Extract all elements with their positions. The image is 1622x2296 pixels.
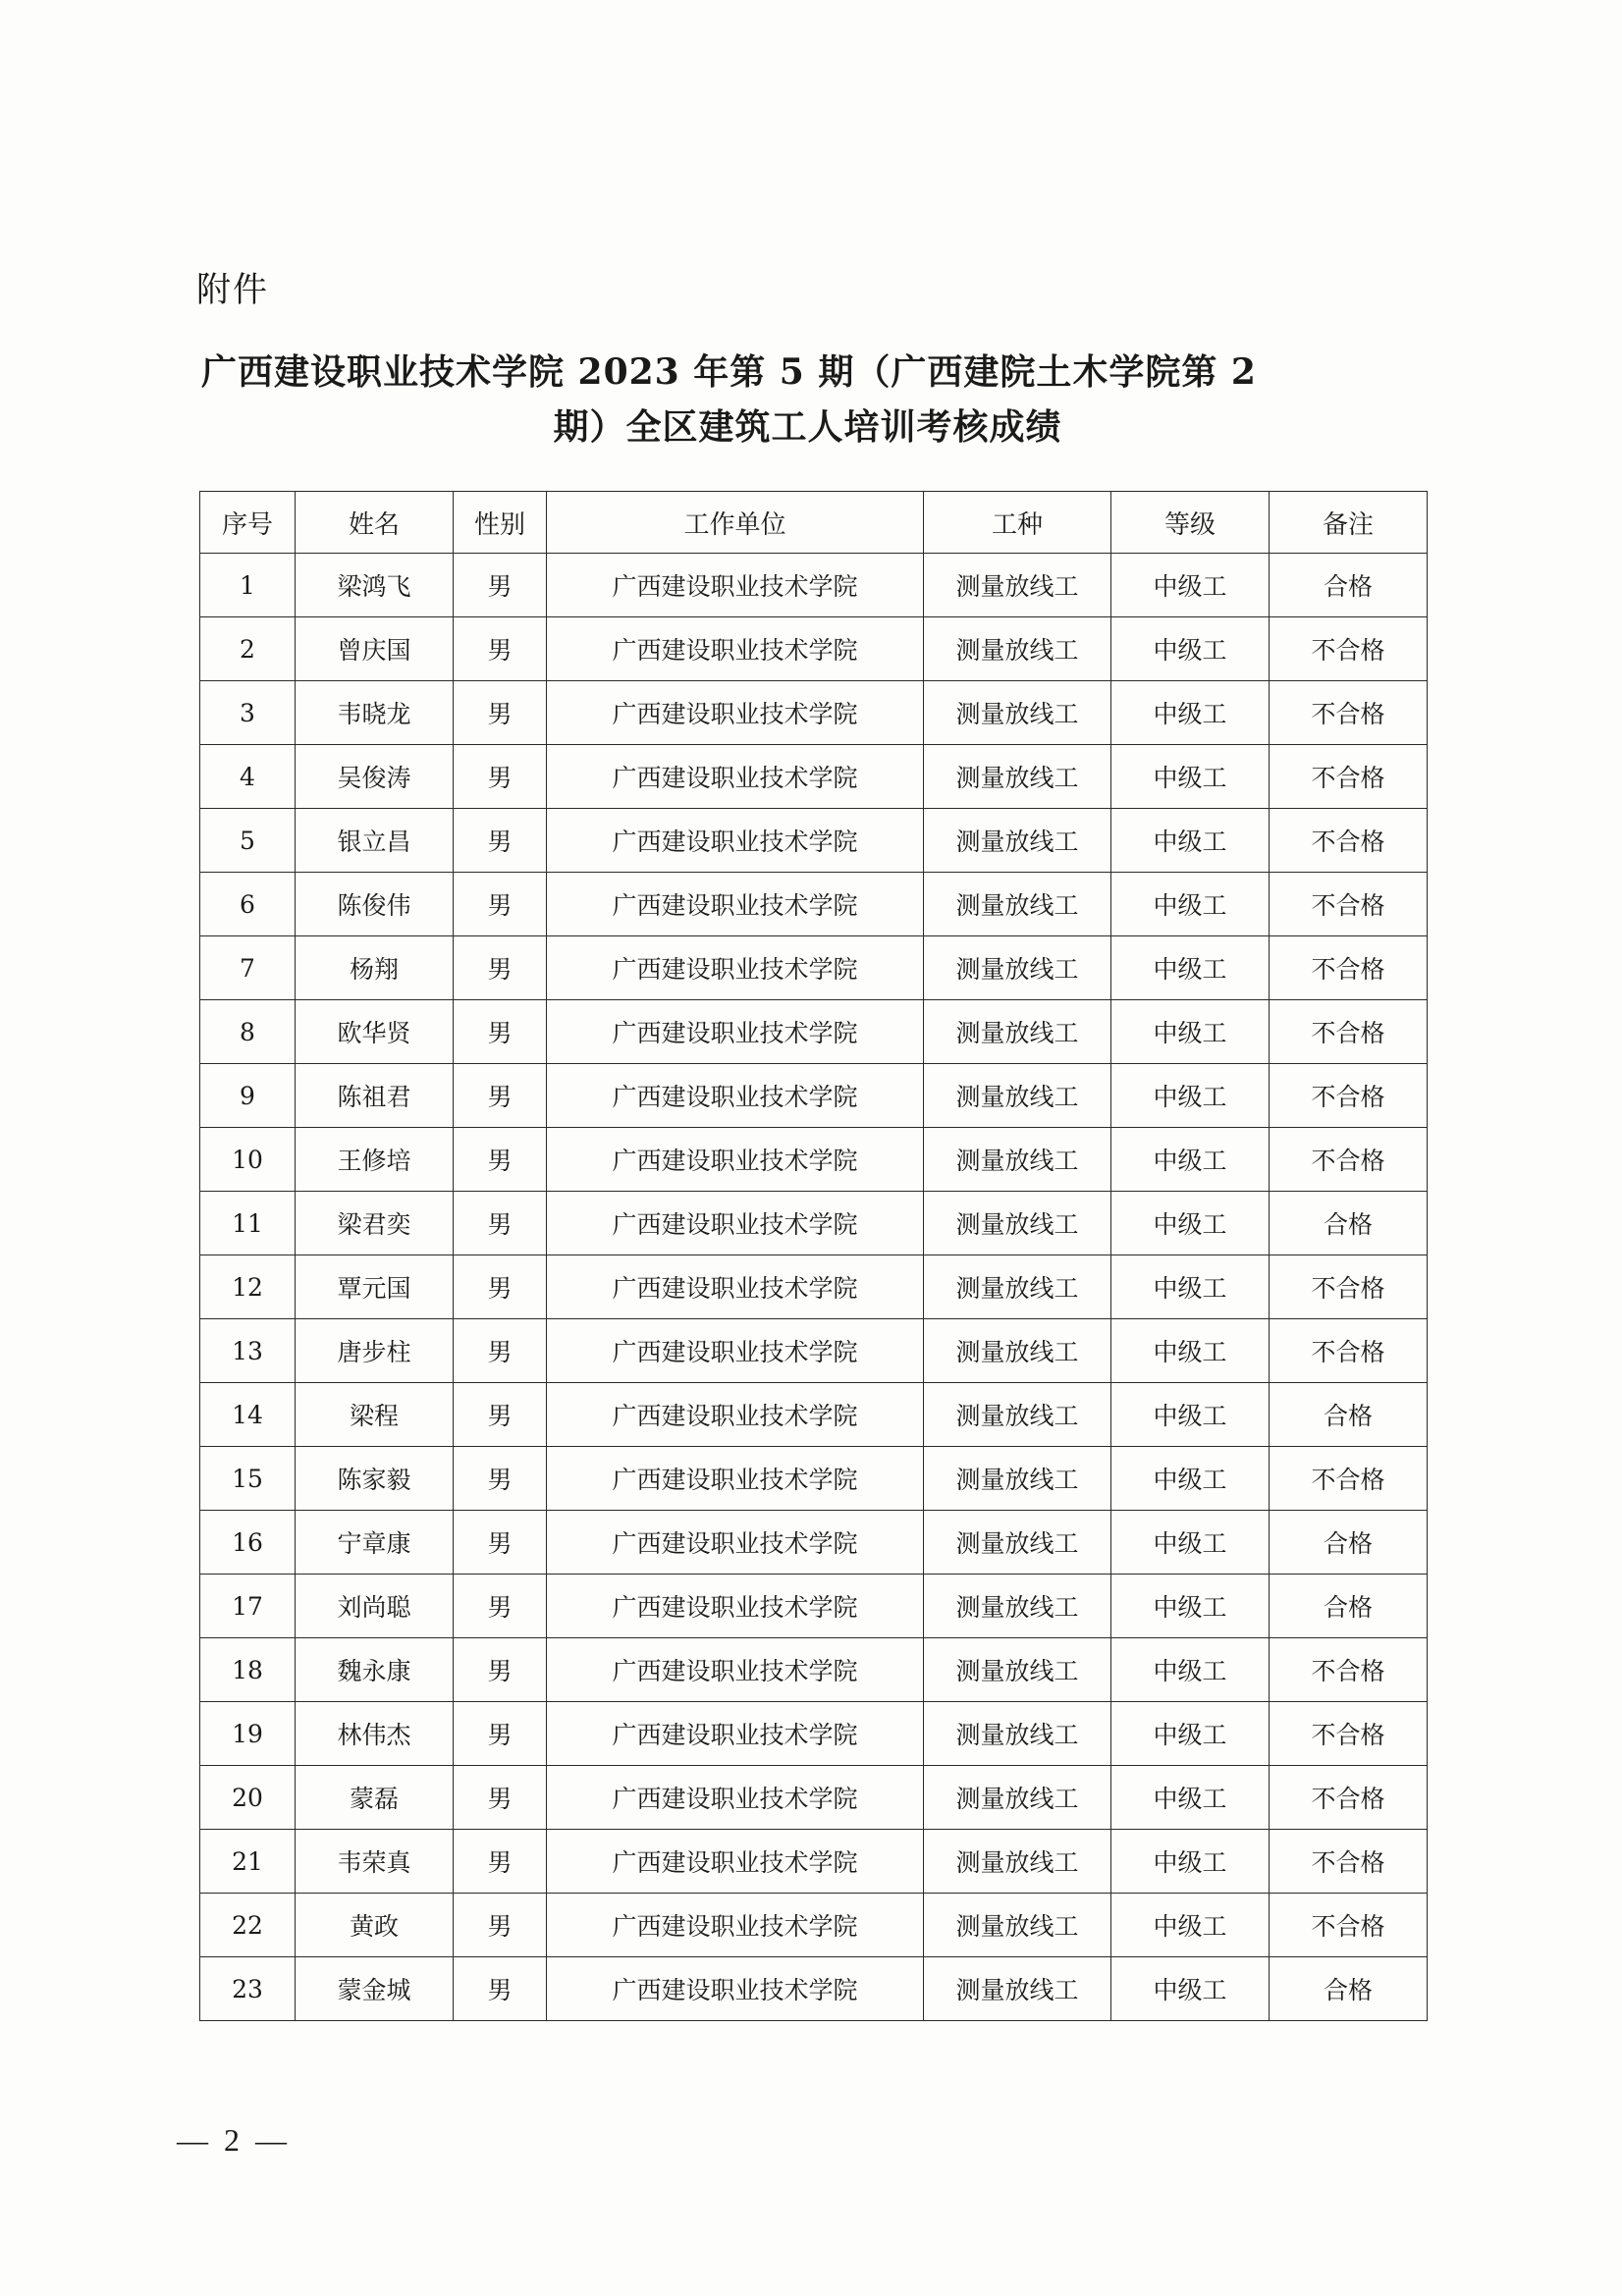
cell-gender: 男 [454, 1957, 547, 2021]
cell-remark: 不合格 [1270, 1000, 1428, 1064]
cell-index: 7 [200, 936, 296, 1000]
cell-job-type: 测量放线工 [924, 936, 1111, 1000]
cell-remark: 不合格 [1270, 1638, 1428, 1702]
cell-name: 唐步柱 [296, 1319, 454, 1383]
cell-job-type: 测量放线工 [924, 554, 1111, 617]
page-number: — 2 — [177, 2122, 291, 2158]
cell-work-unit: 广西建设职业技术学院 [547, 809, 924, 873]
cell-work-unit: 广西建设职业技术学院 [547, 1319, 924, 1383]
cell-name: 魏永康 [296, 1638, 454, 1702]
cell-job-type: 测量放线工 [924, 1383, 1111, 1447]
cell-gender: 男 [454, 1447, 547, 1511]
cell-name: 银立昌 [296, 809, 454, 873]
cell-remark: 不合格 [1270, 681, 1428, 745]
cell-remark: 不合格 [1270, 1830, 1428, 1894]
cell-remark: 不合格 [1270, 1447, 1428, 1511]
table-row [200, 936, 1428, 1000]
cell-remark: 不合格 [1270, 873, 1428, 936]
cell-name: 覃元国 [296, 1255, 454, 1319]
cell-level: 中级工 [1111, 1000, 1270, 1064]
table-row [200, 745, 1428, 809]
cell-remark: 不合格 [1270, 1319, 1428, 1383]
cell-gender: 男 [454, 1830, 547, 1894]
cell-gender: 男 [454, 1000, 547, 1064]
cell-name: 宁章康 [296, 1511, 454, 1575]
cell-level: 中级工 [1111, 1894, 1270, 1957]
column-header-name: 姓名 [296, 492, 454, 554]
cell-job-type: 测量放线工 [924, 1128, 1111, 1192]
cell-name: 吴俊涛 [296, 745, 454, 809]
page-title-line-1: 广西建设职业技术学院 2023 年第 5 期（广西建院土木学院第 2 [201, 351, 1257, 393]
cell-index: 22 [200, 1894, 296, 1957]
cell-index: 21 [200, 1830, 296, 1894]
cell-name: 王修培 [296, 1128, 454, 1192]
cell-index: 8 [200, 1000, 296, 1064]
cell-index: 4 [200, 745, 296, 809]
cell-gender: 男 [454, 1383, 547, 1447]
cell-level: 中级工 [1111, 554, 1270, 617]
cell-level: 中级工 [1111, 1702, 1270, 1766]
cell-name: 蒙金城 [296, 1957, 454, 2021]
cell-work-unit: 广西建设职业技术学院 [547, 1255, 924, 1319]
cell-job-type: 测量放线工 [924, 1957, 1111, 2021]
cell-level: 中级工 [1111, 617, 1270, 681]
cell-gender: 男 [454, 1575, 547, 1638]
page-title [201, 346, 1414, 455]
cell-gender: 男 [454, 1064, 547, 1128]
cell-index: 12 [200, 1255, 296, 1319]
cell-work-unit: 广西建设职业技术学院 [547, 1128, 924, 1192]
cell-name: 韦晓龙 [296, 681, 454, 745]
cell-gender: 男 [454, 745, 547, 809]
cell-remark: 不合格 [1270, 745, 1428, 809]
cell-level: 中级工 [1111, 745, 1270, 809]
table-row [200, 1383, 1428, 1447]
cell-job-type: 测量放线工 [924, 1702, 1111, 1766]
table-row [200, 1128, 1428, 1192]
cell-work-unit: 广西建设职业技术学院 [547, 1638, 924, 1702]
cell-level: 中级工 [1111, 1830, 1270, 1894]
cell-name: 黄政 [296, 1894, 454, 1957]
cell-index: 18 [200, 1638, 296, 1702]
table-header [200, 492, 1428, 554]
cell-job-type: 测量放线工 [924, 1064, 1111, 1128]
cell-work-unit: 广西建设职业技术学院 [547, 1894, 924, 1957]
cell-gender: 男 [454, 1766, 547, 1830]
cell-remark: 不合格 [1270, 1064, 1428, 1128]
cell-name: 韦荣真 [296, 1830, 454, 1894]
cell-index: 17 [200, 1575, 296, 1638]
cell-job-type: 测量放线工 [924, 1319, 1111, 1383]
cell-remark: 合格 [1270, 554, 1428, 617]
table-row [200, 681, 1428, 745]
cell-gender: 男 [454, 1128, 547, 1192]
cell-index: 6 [200, 873, 296, 936]
cell-gender: 男 [454, 1192, 547, 1255]
table-row [200, 1830, 1428, 1894]
table-row [200, 1957, 1428, 2021]
cell-level: 中级工 [1111, 1064, 1270, 1128]
cell-work-unit: 广西建设职业技术学院 [547, 745, 924, 809]
table-row [200, 873, 1428, 936]
cell-work-unit: 广西建设职业技术学院 [547, 1192, 924, 1255]
cell-gender: 男 [454, 809, 547, 873]
table-row [200, 1319, 1428, 1383]
cell-level: 中级工 [1111, 1575, 1270, 1638]
page-title-line-2: 期）全区建筑工人培训考核成绩 [553, 405, 1062, 448]
table-row [200, 1511, 1428, 1575]
cell-remark: 不合格 [1270, 1766, 1428, 1830]
cell-index: 19 [200, 1702, 296, 1766]
cell-index: 16 [200, 1511, 296, 1575]
table-row [200, 1447, 1428, 1511]
cell-name: 曾庆国 [296, 617, 454, 681]
cell-work-unit: 广西建设职业技术学院 [547, 554, 924, 617]
cell-work-unit: 广西建设职业技术学院 [547, 1000, 924, 1064]
cell-job-type: 测量放线工 [924, 1766, 1111, 1830]
cell-level: 中级工 [1111, 1447, 1270, 1511]
cell-gender: 男 [454, 936, 547, 1000]
cell-work-unit: 广西建设职业技术学院 [547, 1447, 924, 1511]
cell-gender: 男 [454, 554, 547, 617]
cell-index: 11 [200, 1192, 296, 1255]
cell-job-type: 测量放线工 [924, 1511, 1111, 1575]
cell-work-unit: 广西建设职业技术学院 [547, 1511, 924, 1575]
cell-gender: 男 [454, 1255, 547, 1319]
cell-work-unit: 广西建设职业技术学院 [547, 1575, 924, 1638]
cell-work-unit: 广西建设职业技术学院 [547, 1957, 924, 2021]
cell-index: 2 [200, 617, 296, 681]
cell-index: 13 [200, 1319, 296, 1383]
cell-work-unit: 广西建设职业技术学院 [547, 873, 924, 936]
table-row [200, 809, 1428, 873]
cell-gender: 男 [454, 1319, 547, 1383]
cell-level: 中级工 [1111, 1511, 1270, 1575]
cell-remark: 不合格 [1270, 1894, 1428, 1957]
table-row [200, 1575, 1428, 1638]
cell-work-unit: 广西建设职业技术学院 [547, 681, 924, 745]
cell-level: 中级工 [1111, 1638, 1270, 1702]
cell-remark: 不合格 [1270, 617, 1428, 681]
cell-remark: 不合格 [1270, 809, 1428, 873]
cell-remark: 合格 [1270, 1192, 1428, 1255]
cell-work-unit: 广西建设职业技术学院 [547, 1702, 924, 1766]
cell-name: 梁程 [296, 1383, 454, 1447]
cell-level: 中级工 [1111, 809, 1270, 873]
cell-index: 14 [200, 1383, 296, 1447]
column-header-level: 等级 [1111, 492, 1270, 554]
cell-name: 梁君奕 [296, 1192, 454, 1255]
grades-table [199, 491, 1428, 2021]
cell-name: 蒙磊 [296, 1766, 454, 1830]
cell-work-unit: 广西建设职业技术学院 [547, 617, 924, 681]
table-row [200, 1702, 1428, 1766]
cell-job-type: 测量放线工 [924, 1638, 1111, 1702]
cell-index: 1 [200, 554, 296, 617]
cell-index: 3 [200, 681, 296, 745]
table-row [200, 1766, 1428, 1830]
table-row [200, 1000, 1428, 1064]
cell-work-unit: 广西建设职业技术学院 [547, 1830, 924, 1894]
column-header-remark: 备注 [1270, 492, 1428, 554]
cell-remark: 不合格 [1270, 1702, 1428, 1766]
cell-level: 中级工 [1111, 873, 1270, 936]
cell-name: 梁鸿飞 [296, 554, 454, 617]
cell-name: 陈家毅 [296, 1447, 454, 1511]
cell-job-type: 测量放线工 [924, 1894, 1111, 1957]
cell-job-type: 测量放线工 [924, 1575, 1111, 1638]
cell-level: 中级工 [1111, 1957, 1270, 2021]
cell-name: 杨翔 [296, 936, 454, 1000]
cell-job-type: 测量放线工 [924, 617, 1111, 681]
cell-level: 中级工 [1111, 1319, 1270, 1383]
cell-gender: 男 [454, 1894, 547, 1957]
cell-index: 10 [200, 1128, 296, 1192]
table-row [200, 1894, 1428, 1957]
cell-name: 林伟杰 [296, 1702, 454, 1766]
cell-remark: 合格 [1270, 1575, 1428, 1638]
cell-gender: 男 [454, 1638, 547, 1702]
cell-remark: 不合格 [1270, 1128, 1428, 1192]
column-header-work-unit: 工作单位 [547, 492, 924, 554]
cell-remark: 不合格 [1270, 1255, 1428, 1319]
table-row [200, 1192, 1428, 1255]
table-row [200, 1638, 1428, 1702]
cell-job-type: 测量放线工 [924, 1000, 1111, 1064]
cell-remark: 合格 [1270, 1511, 1428, 1575]
cell-job-type: 测量放线工 [924, 745, 1111, 809]
cell-level: 中级工 [1111, 1192, 1270, 1255]
cell-level: 中级工 [1111, 1383, 1270, 1447]
table-row [200, 1255, 1428, 1319]
cell-remark: 不合格 [1270, 936, 1428, 1000]
cell-index: 23 [200, 1957, 296, 2021]
cell-remark: 合格 [1270, 1383, 1428, 1447]
cell-level: 中级工 [1111, 1766, 1270, 1830]
cell-name: 陈祖君 [296, 1064, 454, 1128]
table-header-row [200, 492, 1428, 554]
column-header-gender: 性别 [454, 492, 547, 554]
cell-index: 15 [200, 1447, 296, 1511]
cell-job-type: 测量放线工 [924, 681, 1111, 745]
cell-name: 刘尚聪 [296, 1575, 454, 1638]
table-row [200, 1064, 1428, 1128]
column-header-index: 序号 [200, 492, 296, 554]
cell-job-type: 测量放线工 [924, 1255, 1111, 1319]
cell-work-unit: 广西建设职业技术学院 [547, 1766, 924, 1830]
cell-level: 中级工 [1111, 1255, 1270, 1319]
attachment-label: 附件 [196, 271, 270, 310]
cell-name: 欧华贤 [296, 1000, 454, 1064]
cell-job-type: 测量放线工 [924, 1192, 1111, 1255]
cell-job-type: 测量放线工 [924, 1447, 1111, 1511]
cell-gender: 男 [454, 873, 547, 936]
cell-job-type: 测量放线工 [924, 809, 1111, 873]
cell-name: 陈俊伟 [296, 873, 454, 936]
cell-gender: 男 [454, 681, 547, 745]
cell-level: 中级工 [1111, 1128, 1270, 1192]
cell-index: 9 [200, 1064, 296, 1128]
cell-level: 中级工 [1111, 681, 1270, 745]
table-body [200, 554, 1428, 2021]
cell-index: 20 [200, 1766, 296, 1830]
cell-work-unit: 广西建设职业技术学院 [547, 1064, 924, 1128]
cell-work-unit: 广西建设职业技术学院 [547, 1383, 924, 1447]
cell-gender: 男 [454, 1511, 547, 1575]
cell-gender: 男 [454, 617, 547, 681]
table-row [200, 554, 1428, 617]
cell-gender: 男 [454, 1702, 547, 1766]
cell-level: 中级工 [1111, 936, 1270, 1000]
cell-remark: 合格 [1270, 1957, 1428, 2021]
column-header-job-type: 工种 [924, 492, 1111, 554]
table-row [200, 617, 1428, 681]
cell-work-unit: 广西建设职业技术学院 [547, 936, 924, 1000]
cell-job-type: 测量放线工 [924, 1830, 1111, 1894]
cell-index: 5 [200, 809, 296, 873]
cell-job-type: 测量放线工 [924, 873, 1111, 936]
